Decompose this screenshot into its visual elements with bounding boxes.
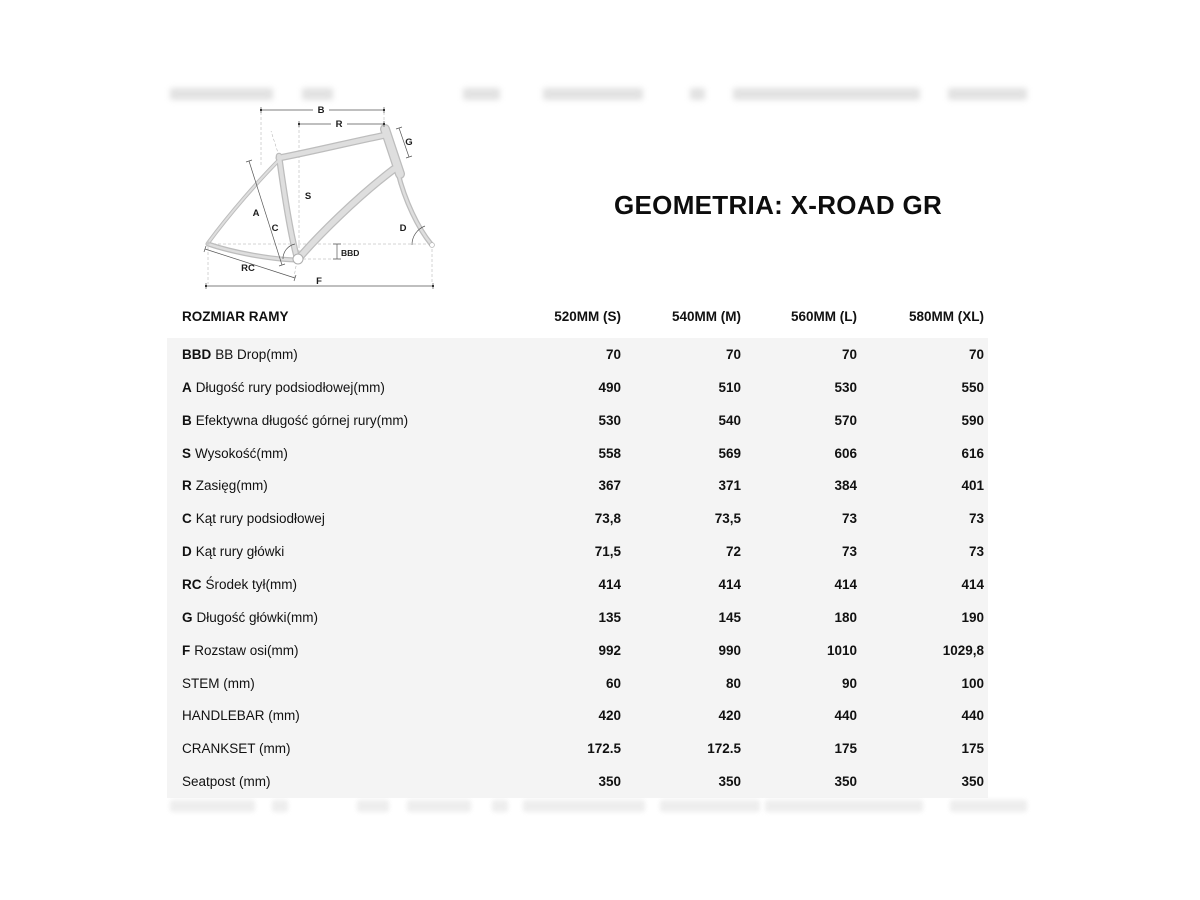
blurred-row-text <box>272 800 288 812</box>
row-value: 569 <box>718 445 741 461</box>
row-value: 100 <box>961 675 984 691</box>
row-label <box>182 741 501 756</box>
row-value: 73 <box>841 511 857 527</box>
blurred-row-text <box>407 800 471 812</box>
row-value: 616 <box>961 445 984 461</box>
dim-label-g: G <box>405 137 413 148</box>
row-label-prefix: S <box>182 445 192 461</box>
row-label-text: Długość rury podsiodłowej(mm) <box>195 379 385 395</box>
row-value: 570 <box>834 412 857 428</box>
row-value: 350 <box>598 774 621 790</box>
row-value: 414 <box>834 576 857 592</box>
row-label-text: Kąt rury główki <box>195 544 285 560</box>
row-value: 530 <box>834 379 857 395</box>
row-value: 510 <box>718 379 741 395</box>
rear-dropout <box>206 241 210 245</box>
blurred-header-text <box>463 88 500 100</box>
size-header: ROZMIAR RAMY <box>182 308 289 324</box>
row-label-text: STEM (mm) <box>182 675 255 691</box>
column-header: 520MM (S) <box>554 308 621 324</box>
dim-label-f: F <box>316 276 322 287</box>
row-value: 990 <box>718 642 741 658</box>
row-value: 350 <box>834 774 857 790</box>
row-label-prefix: G <box>182 609 193 625</box>
row-value: 1029,8 <box>942 642 984 658</box>
geometry-table <box>167 301 988 798</box>
row-value: 371 <box>718 478 741 494</box>
row-value: 180 <box>834 609 857 625</box>
row-value: 90 <box>841 675 857 691</box>
row-label <box>182 380 501 395</box>
row-value: 440 <box>961 708 984 724</box>
dim-label-d: D <box>399 223 407 234</box>
table-body <box>167 338 988 798</box>
row-value: 414 <box>961 576 984 592</box>
row-label <box>182 413 501 428</box>
row-value: 384 <box>834 478 857 494</box>
row-label-text: HANDLEBAR (mm) <box>182 708 300 724</box>
row-value: 414 <box>598 576 621 592</box>
row-value: 590 <box>961 412 984 428</box>
table-row <box>167 732 988 765</box>
row-label <box>182 511 501 526</box>
blurred-header-text <box>543 88 643 100</box>
table-header-row <box>167 301 988 331</box>
row-value: 440 <box>834 708 857 724</box>
table-row <box>167 338 988 371</box>
table-row <box>167 601 988 634</box>
row-value: 72 <box>725 544 741 560</box>
row-value: 73 <box>968 511 984 527</box>
dim-label-bbd: BBD <box>341 248 360 258</box>
blurred-row-text <box>950 800 1027 812</box>
dimension-lines <box>204 107 433 289</box>
row-label-text: CRANKSET (mm) <box>182 741 291 757</box>
dim-label-b: B <box>317 105 325 116</box>
row-value: 70 <box>841 346 857 362</box>
row-label-text: Efektywna długość górnej rury(mm) <box>195 412 409 428</box>
row-value: 175 <box>961 741 984 757</box>
row-label <box>182 478 501 493</box>
column-header: 540MM (M) <box>671 308 741 324</box>
row-value: 414 <box>718 576 741 592</box>
row-value: 350 <box>718 774 741 790</box>
table-row <box>167 371 988 404</box>
table-row <box>167 437 988 470</box>
row-label-prefix: F <box>182 642 191 658</box>
table-row <box>167 568 988 601</box>
dim-label-r: R <box>335 119 343 130</box>
row-value: 70 <box>605 346 621 362</box>
row-value: 606 <box>834 445 857 461</box>
row-value: 490 <box>598 379 621 395</box>
row-label <box>182 577 501 592</box>
row-value: 70 <box>968 346 984 362</box>
row-value: 992 <box>598 642 621 658</box>
row-label <box>182 643 501 658</box>
blurred-row-text <box>523 800 645 812</box>
row-value: 420 <box>598 708 621 724</box>
row-label-prefix: BBD <box>182 346 212 362</box>
row-label-text: Seatpost (mm) <box>182 774 271 790</box>
row-value: 367 <box>598 478 621 494</box>
table-row <box>167 535 988 568</box>
row-label <box>182 708 501 723</box>
row-value: 135 <box>598 609 621 625</box>
blurred-row-text <box>357 800 389 812</box>
row-label-prefix: RC <box>182 576 202 592</box>
row-value: 540 <box>718 412 741 428</box>
row-label-prefix: D <box>182 544 192 560</box>
row-label-text: Wysokość(mm) <box>195 445 288 461</box>
row-value: 80 <box>725 675 741 691</box>
dim-label-rc: RC <box>241 263 255 274</box>
blurred-row-text <box>660 800 760 812</box>
row-label-prefix: R <box>182 478 192 494</box>
row-value: 73 <box>968 544 984 560</box>
row-value: 1010 <box>826 642 857 658</box>
row-value: 550 <box>961 379 984 395</box>
row-label-prefix: B <box>182 412 192 428</box>
dim-label-a: A <box>252 208 260 219</box>
column-header: 560MM (L) <box>790 308 857 324</box>
blurred-header-text <box>948 88 1027 100</box>
row-value: 70 <box>725 346 741 362</box>
row-value: 71,5 <box>594 544 621 560</box>
row-value: 530 <box>598 412 621 428</box>
column-header: 580MM (XL) <box>908 308 984 324</box>
blurred-row-text <box>170 800 255 812</box>
table-row <box>167 667 988 700</box>
page-title: GEOMETRIA: X-ROAD GR <box>614 190 943 220</box>
row-value: 172.5 <box>587 741 621 757</box>
row-value: 420 <box>718 708 741 724</box>
row-label <box>182 676 501 691</box>
row-label <box>182 347 501 362</box>
row-value: 73 <box>841 544 857 560</box>
table-row <box>167 699 988 732</box>
row-label-text: Środek tył(mm) <box>205 576 298 592</box>
blurred-row-text <box>765 800 923 812</box>
row-label-text: Kąt rury podsiodłowej <box>195 511 325 527</box>
dim-label-s: S <box>304 191 312 202</box>
row-value: 145 <box>718 609 741 625</box>
row-value: 558 <box>598 445 621 461</box>
row-label-prefix: A <box>182 379 192 395</box>
bike-frame-diagram <box>185 95 465 295</box>
table-row <box>167 634 988 667</box>
row-label-text: Zasięg(mm) <box>195 478 268 494</box>
table-row <box>167 469 988 502</box>
blurred-row-text <box>492 800 508 812</box>
row-value: 172.5 <box>707 741 741 757</box>
bottom-bracket <box>293 254 303 264</box>
row-value: 175 <box>834 741 857 757</box>
blurred-header-text <box>690 88 705 100</box>
row-label <box>182 774 501 789</box>
row-value: 190 <box>961 609 984 625</box>
row-label <box>182 446 501 461</box>
row-value: 73,5 <box>714 511 741 527</box>
row-label-text: Rozstaw osi(mm) <box>194 642 299 658</box>
table-row <box>167 502 988 535</box>
row-value: 401 <box>961 478 984 494</box>
table-row <box>167 765 988 798</box>
dim-label-c: C <box>271 223 279 234</box>
row-value: 73,8 <box>594 511 621 527</box>
row-label <box>182 544 501 559</box>
row-value: 350 <box>961 774 984 790</box>
row-label <box>182 610 501 625</box>
row-label-prefix: C <box>182 511 192 527</box>
row-label-text: Długość główki(mm) <box>196 609 319 625</box>
blurred-header-text <box>733 88 920 100</box>
table-row <box>167 404 988 437</box>
row-label-text: BB Drop(mm) <box>215 346 298 362</box>
front-dropout <box>430 243 435 248</box>
row-value: 60 <box>605 675 621 691</box>
